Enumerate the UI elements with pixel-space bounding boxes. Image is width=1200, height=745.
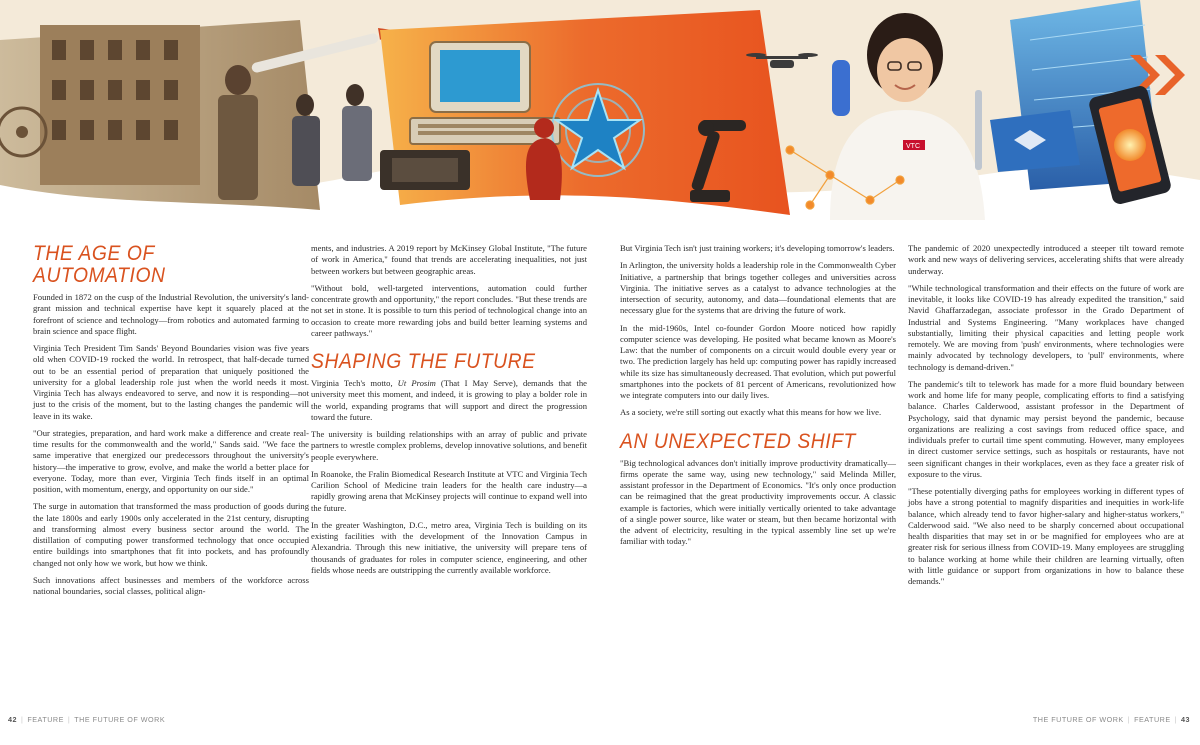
paragraph: "Our strategies, preparation, and hard work make a difference and create real-time results for the commonwealth and the world," Sands said. "We face the same imperative that energized our predecessors throughout the university's history—the imperative to grow, evolve, and make the world a better place for everyone. Today, more than ever, Virginia Tech finds itself in an optimal position, with momentum, energy, and opportunity on our side." <box>33 427 309 494</box>
collage-illustration <box>0 0 1200 232</box>
text-column-3 <box>620 243 896 554</box>
motto-text: Ut Prosim <box>397 378 436 388</box>
laptop-illustration <box>990 110 1080 172</box>
footer-left <box>8 715 165 724</box>
footer-section-label: FEATURE <box>27 715 64 724</box>
footer-divider: | <box>1174 715 1177 724</box>
paragraph: "Without bold, well-targeted interventions, automation could further concentrate growth and opportunity," the report concludes. "But these trends are not set in stone. It is possible to turn this period of technological change into an occasion to create more rewarding jobs and build better learning systems and career pathways." <box>311 282 587 338</box>
paragraph: In the mid-1960s, Intel co-founder Gordon Moore noticed how rapidly computer science was developing. He posited what became known as Moore's Law: that the number of components on a circuit would double every year or two. The prediction largely has held up: computing power has rapidly increased while its size has simultaneously decreased. That evolution, which put powerful smartphones into the pockets of 81 percent of Americans, revolutionized how we integrate computers into our daily lives. <box>620 322 896 400</box>
text-column-2 <box>311 243 587 582</box>
text-column-4 <box>908 243 1184 593</box>
motto-lead-text: Virginia Tech's motto, <box>311 378 398 388</box>
paragraph: The pandemic of 2020 unexpectedly introduced a steeper tilt toward remote work and new ways of delivering services, accelerating shifts that were already underway. <box>908 243 1184 276</box>
paragraph: The surge in automation that transformed the mass production of goods during the late 1800s and early 1900s only accelerated in the 21st century, disrupting and transforming almost every business sector around the world. The distillation of computing power transformed technology that once occupied entire buildings into smartphones that fit into pockets, and has profoundly changed not only how we work, but how we think. <box>33 501 309 568</box>
section-heading-unexpected-shift: AN UNEXPECTED SHIFT <box>620 429 856 453</box>
paragraph: But Virginia Tech isn't just training workers; it's developing tomorrow's leaders. <box>620 243 895 253</box>
page-number-left: 42 <box>8 715 17 724</box>
paragraph: Virginia Tech President Tim Sands' Beyond Boundaries vision was five years old when COVID-19 rocked the world. In retrospect, that half-decade turned out to be an essential period of preparation that uniquely positioned the university for a global leadership role just when the world needs it most. Virginia Tech has always endeavored to serve, and now it is responding—not just to the crisis of the moment, but to the lasting changes the pandemic will leave in its wake. <box>33 343 309 421</box>
footer-divider: | <box>21 715 24 724</box>
vtc-badge-text: VTC <box>906 143 920 150</box>
paragraph: "Big technological advances don't initially improve productivity dramatically—firms operate the same way, using new technology," said Melinda Miller, assistant professor in the Department of Economics. "It's only once production can be reimagined that the great productivity improvements occur. A classic example is factories, which were initially vertically oriented to take advantage of a single power source, like water or steam, but then became horizontal with the advent of electricity, resulting in the typical assembly line set up we're familiar with today." <box>620 457 896 547</box>
footer-right <box>1033 715 1190 724</box>
feature-illustration-banner <box>0 0 1200 232</box>
paragraph: In the greater Washington, D.C., metro area, Virginia Tech is building on its existing facilities with the development of the Innovation Campus in Alexandria. Through this new initiative, the university will prepare tens of thousands of graduates for roles in computer science, engineering, and other fields whose needs are outstripping the currently available workforce. <box>311 519 587 575</box>
paragraph: Founded in 1872 on the cusp of the Industrial Revolution, the university's land-grant mission and technical expertise have kept it squarely placed at the forefront of science and technology—from robotics and automated farming to brain science and space flight. <box>33 292 309 336</box>
paragraph: "These potentially diverging paths for employees working in different types of jobs have a strong potential to magnify disparities and inequities in work-life balance, which already tend to favor higher-salary and higher-status workers," Calderwood said. "We also need to be sharply concerned about occupational health disparities that may set in or be magnified for employees who are at greater risk for serious illness from COVID-19. Many employees are struggling to balance working at home while their children are learning virtually, often with little guidance or support from organizations in how to balance these demands." <box>908 486 1184 586</box>
paragraph: In Arlington, the university holds a leadership role in the Commonwealth Cyber Initiative, a partnership that brings together colleges and universities across Virginia. The initiative serves as a catalyst to advance technologies at the intersection of security, autonomy, and data—foundational elements that are necessary glue for the systems that are driving the future of work. <box>620 260 896 316</box>
section-heading-shaping-the-future: SHAPING THE FUTURE <box>311 350 536 373</box>
text-column-1 <box>33 243 309 603</box>
paragraph: "While technological transformation and their effects on the future of work are inevitable, it looks like COVID-19 has already expedited the transition," said Navid Ghaffarzadegan, associate professor in the Grado Department of Industrial and Systems Engineering. "Many workplaces have changed substantially, limiting their physical capacities and letting people work remotely. We are moving from 'push' environments, where technologies were mainly advocated by technology developers, to 'pull' environments, where technology is demand-driven." <box>908 282 1184 372</box>
footer-divider: | <box>1127 715 1131 724</box>
paragraph: The pandemic's tilt to telework has made for a more fluid boundary between work and home life for many people, complicating efforts to find a satisfying balance. Charles Calderwood, assistant professor in the Department of Psychology, said that dynamic may persist beyond the pandemic, because organizations are realizing a cost savings from reduced office space, and individuals prefer to curtail time spent commuting. However, many employees in direct customer service settings, such as hospitals or restaurants, have not seen significant changes in their workplaces, even as they face a greater risk of exposure to the virus. <box>908 378 1184 479</box>
silhouette-figure-illustration <box>526 138 562 200</box>
section-heading-age-of-automation: THE AGE OF AUTOMATION <box>33 242 166 287</box>
page-number-right: 43 <box>1181 715 1190 724</box>
star-emblem-illustration <box>552 84 644 176</box>
paragraph: The university is building relationships with an array of public and private partners to wrestle complex problems, develop innovative solutions, and benefit people everywhere. <box>311 429 587 462</box>
footer-title-label: THE FUTURE OF WORK <box>1032 715 1124 724</box>
paragraph: ments, and industries. A 2019 report by McKinsey Global Institute, "The future of work in America," found that trends are accelerating inequalities, not just between workers but between geographic areas. <box>311 243 587 276</box>
footer-section-label: FEATURE <box>1134 715 1171 724</box>
motto-trail-text: (That I May Serve), demands that the university meet this moment, and indeed, it is growing to play a bolder role in the world, expanding programs that will support and direct the progression toward the future. <box>311 378 587 422</box>
microchip-illustration <box>380 150 470 190</box>
footer-title-label: THE FUTURE OF WORK <box>74 715 166 724</box>
footer-divider: | <box>67 715 71 724</box>
historic-building-illustration <box>40 25 200 185</box>
paragraph: Such innovations affect businesses and members of the workforce across national boundaries, social classes, political align- <box>33 574 309 596</box>
paragraph: In Roanoke, the Fralin Biomedical Research Institute at VTC and Virginia Tech Carilion School of Medicine train leaders for the health care industry—a rapidly growing arena that McKinsey projects will continue to expand well into the future. <box>311 468 587 513</box>
paragraph: As a society, we're still sorting out exactly what this means for how we live. <box>620 407 882 418</box>
paragraph <box>311 378 587 423</box>
